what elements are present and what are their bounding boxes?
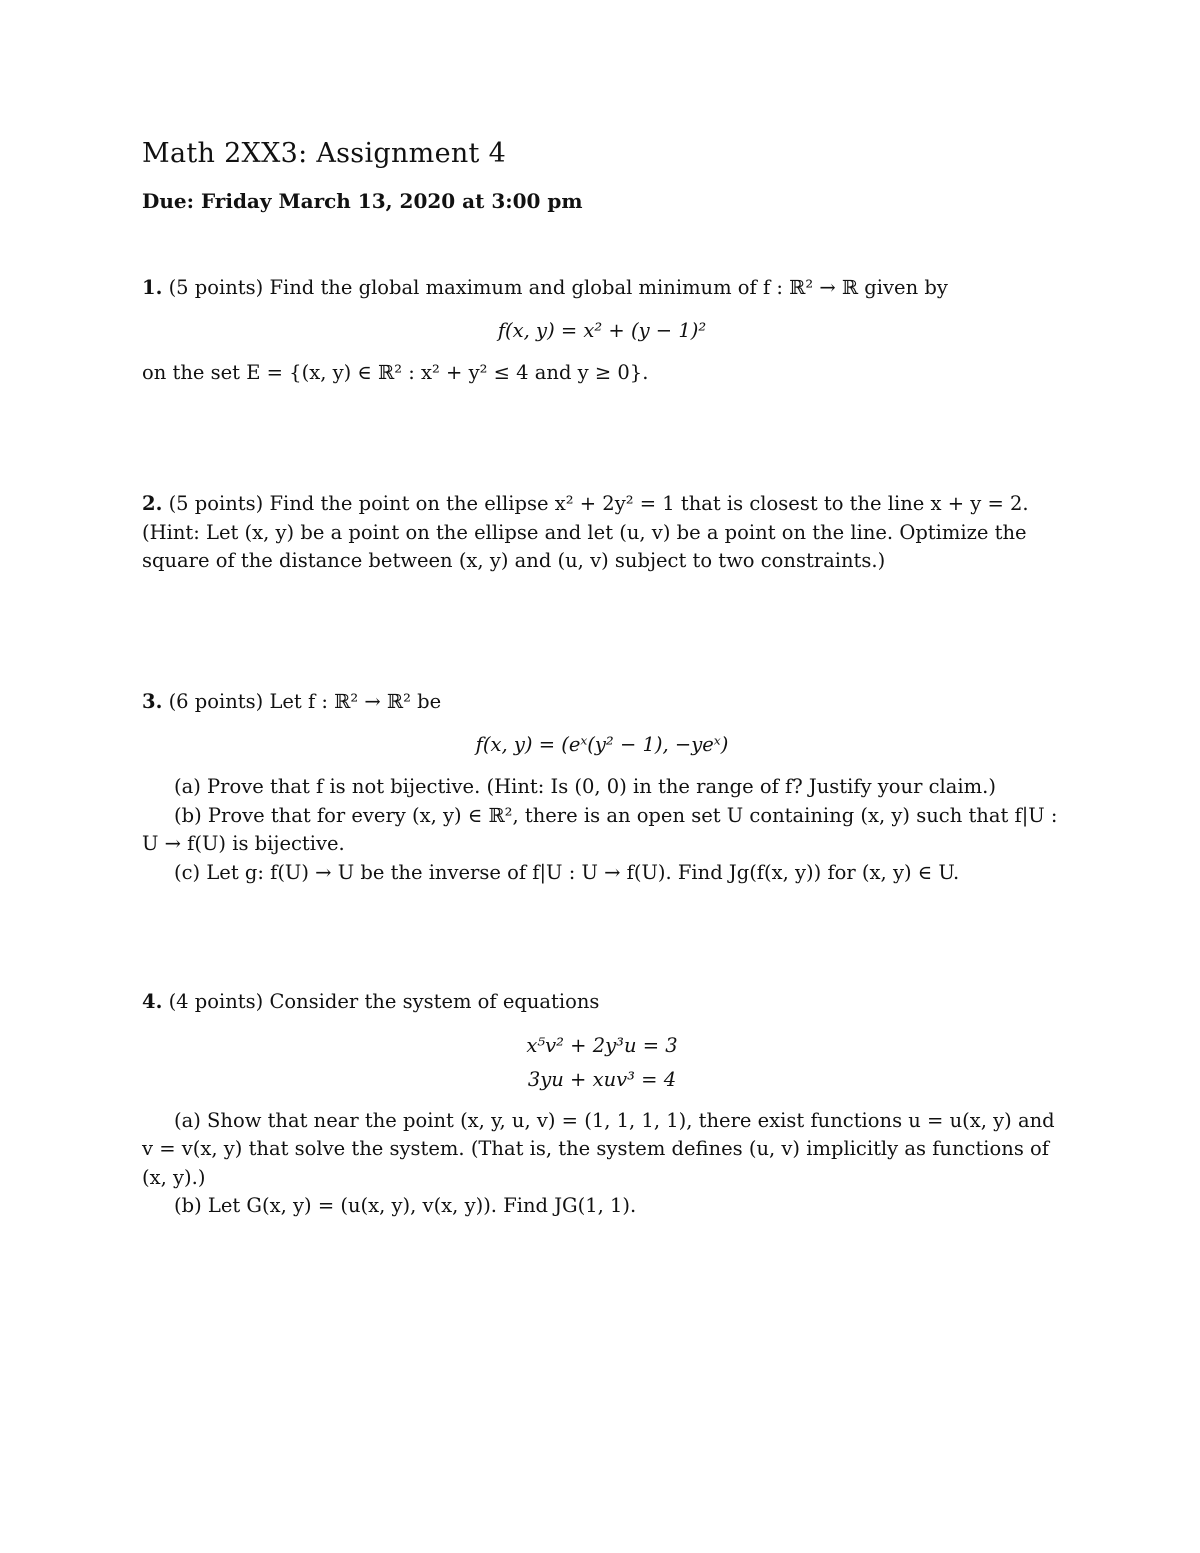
problem-intro: (6 points) Let f : ℝ² → ℝ² be — [168, 690, 442, 713]
problem-number: 3. — [142, 690, 163, 713]
assignment-page — [142, 138, 1062, 1217]
problem-part-a: (a) Prove that f is not bijective. (Hint: Is (0, 0) in the range of f? Justify your claim.) — [174, 775, 996, 798]
problem-part-c: (c) Let g: f(U) → U be the inverse of f|U : U → f(U). Find Jg(f(x, y)) for (x, y) ∈ U. — [174, 860, 960, 884]
due-date: Due: Friday March 13, 2020 at 3:00 pm — [142, 189, 583, 213]
problem-4 — [142, 988, 1062, 1221]
problem-intro: (4 points) Consider the system of equations — [168, 990, 600, 1013]
page-title: Math 2XX3: Assignment 4 — [142, 138, 507, 169]
problem-2 — [142, 490, 1062, 576]
problem-domain: on the set E = {(x, y) ∈ ℝ² : x² + y² ≤ 4 and y ≥ 0}. — [142, 361, 649, 384]
problem-number: 4. — [142, 990, 163, 1013]
problem-part-b: (b) Let G(x, y) = (u(x, y), v(x, y)). Find JG(1, 1). — [174, 1194, 637, 1217]
problem-3 — [142, 688, 1062, 887]
problem-part-b: (b) Prove that for every (x, y) ∈ ℝ², there is an open set U containing (x, y) such that f|U : U → f(U) is bijective. — [142, 803, 1058, 855]
equation-1: x⁵v² + 2y³u = 3 — [526, 1033, 678, 1057]
problem-intro: (5 points) Find the point on the ellipse x² + 2y² = 1 that is closest to the line x + y = 2. — [168, 492, 1029, 515]
equation-2: 3yu + xuv³ = 4 — [527, 1067, 677, 1091]
problem-intro: (5 points) Find the global maximum and global minimum of f : ℝ² → ℝ given by — [168, 276, 948, 299]
problem-part-a: (a) Show that near the point (x, y, u, v) = (1, 1, 1, 1), there exist functions u = u(x, y) and v = v(x, y) that solve the system. (That is, the system defines (u, v) implicitly as functions of (x, y).) — [142, 1108, 1055, 1189]
problem-hint: (Hint: Let (x, y) be a point on the ellipse and let (u, v) be a point on the line. Optimize the square of the distance between (x, y) and (u, v) subject to two constraints.) — [142, 520, 1027, 572]
problem-number: 1. — [142, 276, 163, 299]
equation-system — [142, 1029, 1062, 1097]
display-equation: f(x, y) = x² + (y − 1)² — [497, 318, 707, 342]
problem-1 — [142, 274, 1062, 388]
problem-number: 2. — [142, 492, 163, 515]
display-equation: f(x, y) = (eˣ(y² − 1), −yeˣ) — [475, 732, 729, 756]
